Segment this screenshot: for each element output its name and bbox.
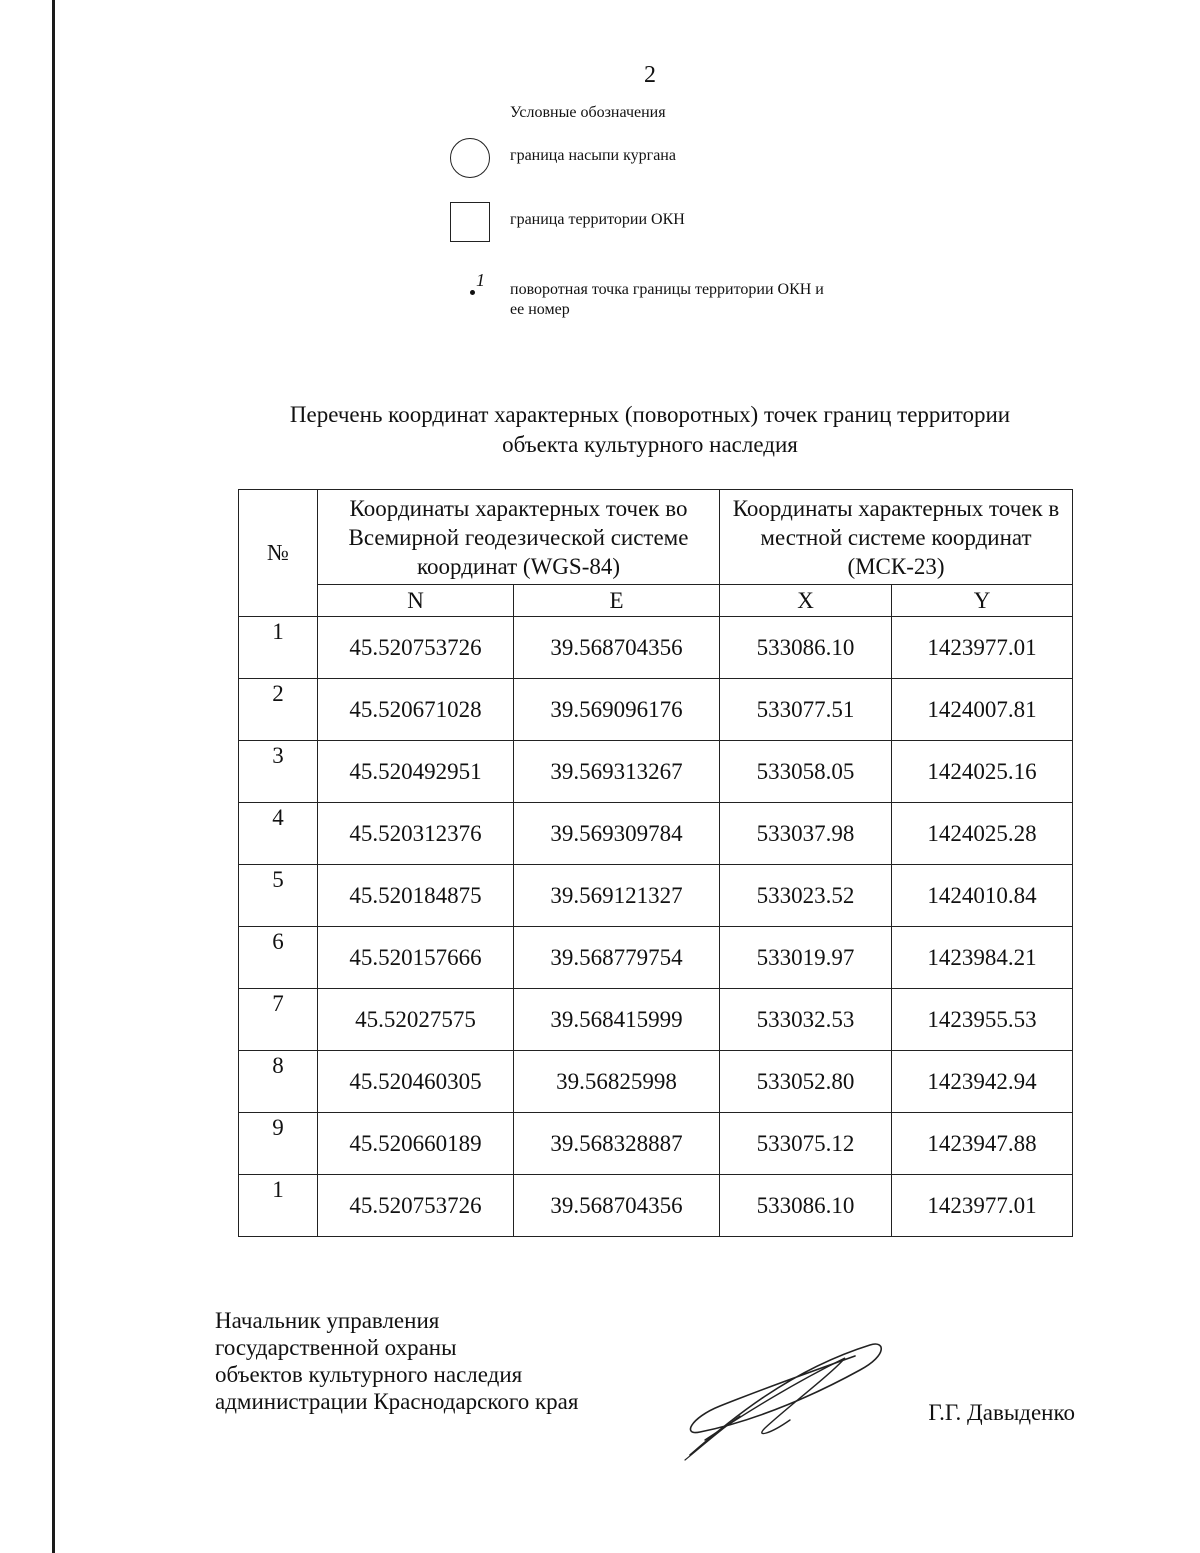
cell-e: 39.568704356 bbox=[514, 1175, 720, 1237]
header-number: № bbox=[239, 490, 318, 617]
cell-x: 533058.05 bbox=[720, 741, 892, 803]
cell-e: 39.569309784 bbox=[514, 803, 720, 865]
cell-x: 533023.52 bbox=[720, 865, 892, 927]
cell-y: 1423984.21 bbox=[892, 927, 1073, 989]
legend-item-mound-boundary bbox=[448, 138, 676, 182]
section-title-line: объекта культурного наследия bbox=[502, 432, 798, 457]
cell-x: 533032.53 bbox=[720, 989, 892, 1051]
cell-x: 533086.10 bbox=[720, 1175, 892, 1237]
cell-e: 39.569313267 bbox=[514, 741, 720, 803]
square-icon bbox=[448, 202, 492, 246]
page-number: 2 bbox=[644, 62, 656, 88]
table-row bbox=[239, 989, 1073, 1051]
table-row bbox=[239, 741, 1073, 803]
cell-e: 39.569096176 bbox=[514, 679, 720, 741]
header-e: E bbox=[514, 585, 720, 617]
legend-label: граница насыпи кургана bbox=[510, 147, 676, 164]
legend-point-number: 1 bbox=[476, 270, 485, 290]
cell-n: 45.520312376 bbox=[318, 803, 514, 865]
signer-position bbox=[215, 1307, 578, 1415]
signer-name: Г.Г. Давыденко bbox=[928, 1400, 1075, 1425]
cell-num: 5 bbox=[239, 865, 318, 927]
cell-y: 1424010.84 bbox=[892, 865, 1073, 927]
section-title bbox=[200, 400, 1100, 460]
scan-page-edge bbox=[52, 0, 55, 1553]
cell-y: 1424007.81 bbox=[892, 679, 1073, 741]
cell-num: 2 bbox=[239, 679, 318, 741]
cell-num: 1 bbox=[239, 617, 318, 679]
cell-num: 8 bbox=[239, 1051, 318, 1113]
cell-n: 45.520184875 bbox=[318, 865, 514, 927]
coordinates-table bbox=[238, 489, 1073, 1237]
cell-e: 39.568328887 bbox=[514, 1113, 720, 1175]
header-n: N bbox=[318, 585, 514, 617]
cell-y: 1423977.01 bbox=[892, 1175, 1073, 1237]
table-row bbox=[239, 679, 1073, 741]
cell-x: 533052.80 bbox=[720, 1051, 892, 1113]
cell-y: 1423977.01 bbox=[892, 617, 1073, 679]
cell-y: 1424025.28 bbox=[892, 803, 1073, 865]
cell-n: 45.520492951 bbox=[318, 741, 514, 803]
cell-e: 39.569121327 bbox=[514, 865, 720, 927]
table-row bbox=[239, 1113, 1073, 1175]
header-wgs84: Координаты характерных точек во Всемирной геодезической системе координат (WGS-84) bbox=[318, 490, 720, 585]
signer-position-line: государственной охраны bbox=[215, 1335, 457, 1360]
cell-x: 533077.51 bbox=[720, 679, 892, 741]
cell-num: 9 bbox=[239, 1113, 318, 1175]
cell-n: 45.520753726 bbox=[318, 1175, 514, 1237]
cell-y: 1423942.94 bbox=[892, 1051, 1073, 1113]
cell-e: 39.568779754 bbox=[514, 927, 720, 989]
legend-item-territory-boundary bbox=[448, 202, 685, 246]
handwritten-signature bbox=[670, 1330, 890, 1470]
cell-n: 45.520671028 bbox=[318, 679, 514, 741]
cell-n: 45.520460305 bbox=[318, 1051, 514, 1113]
cell-y: 1424025.16 bbox=[892, 741, 1073, 803]
cell-num: 4 bbox=[239, 803, 318, 865]
header-msk23: Координаты характерных точек в местной системе координат (МСК-23) bbox=[720, 490, 1073, 585]
table-row bbox=[239, 617, 1073, 679]
cell-num: 7 bbox=[239, 989, 318, 1051]
legend-item-turning-point bbox=[448, 272, 840, 320]
header-y: Y bbox=[892, 585, 1073, 617]
cell-num: 1 bbox=[239, 1175, 318, 1237]
cell-e: 39.56825998 bbox=[514, 1051, 720, 1113]
legend-label: поворотная точка границы территории ОКН и ее номер bbox=[510, 281, 824, 318]
table-row bbox=[239, 1175, 1073, 1237]
table-row bbox=[239, 927, 1073, 989]
signer-position-line: Начальник управления bbox=[215, 1308, 440, 1333]
cell-e: 39.568704356 bbox=[514, 617, 720, 679]
cell-num: 6 bbox=[239, 927, 318, 989]
cell-y: 1423947.88 bbox=[892, 1113, 1073, 1175]
signer-position-line: администрации Краснодарского края bbox=[215, 1389, 579, 1414]
table-row bbox=[239, 803, 1073, 865]
signer-position-line: объектов культурного наследия bbox=[215, 1362, 523, 1387]
legend-label: граница территории ОКН bbox=[510, 211, 685, 228]
cell-num: 3 bbox=[239, 741, 318, 803]
table-row bbox=[239, 865, 1073, 927]
cell-y: 1423955.53 bbox=[892, 989, 1073, 1051]
cell-n: 45.520753726 bbox=[318, 617, 514, 679]
section-title-line: Перечень координат характерных (поворотных) точек границ территории bbox=[289, 402, 1011, 427]
cell-x: 533019.97 bbox=[720, 927, 892, 989]
cell-n: 45.52027575 bbox=[318, 989, 514, 1051]
circle-icon bbox=[448, 138, 492, 182]
cell-e: 39.568415999 bbox=[514, 989, 720, 1051]
legend-title: Условные обозначения bbox=[510, 104, 666, 121]
header-x: X bbox=[720, 585, 892, 617]
point-icon bbox=[448, 272, 492, 316]
cell-x: 533037.98 bbox=[720, 803, 892, 865]
cell-x: 533075.12 bbox=[720, 1113, 892, 1175]
cell-n: 45.520660189 bbox=[318, 1113, 514, 1175]
cell-n: 45.520157666 bbox=[318, 927, 514, 989]
cell-x: 533086.10 bbox=[720, 617, 892, 679]
table-row bbox=[239, 1051, 1073, 1113]
